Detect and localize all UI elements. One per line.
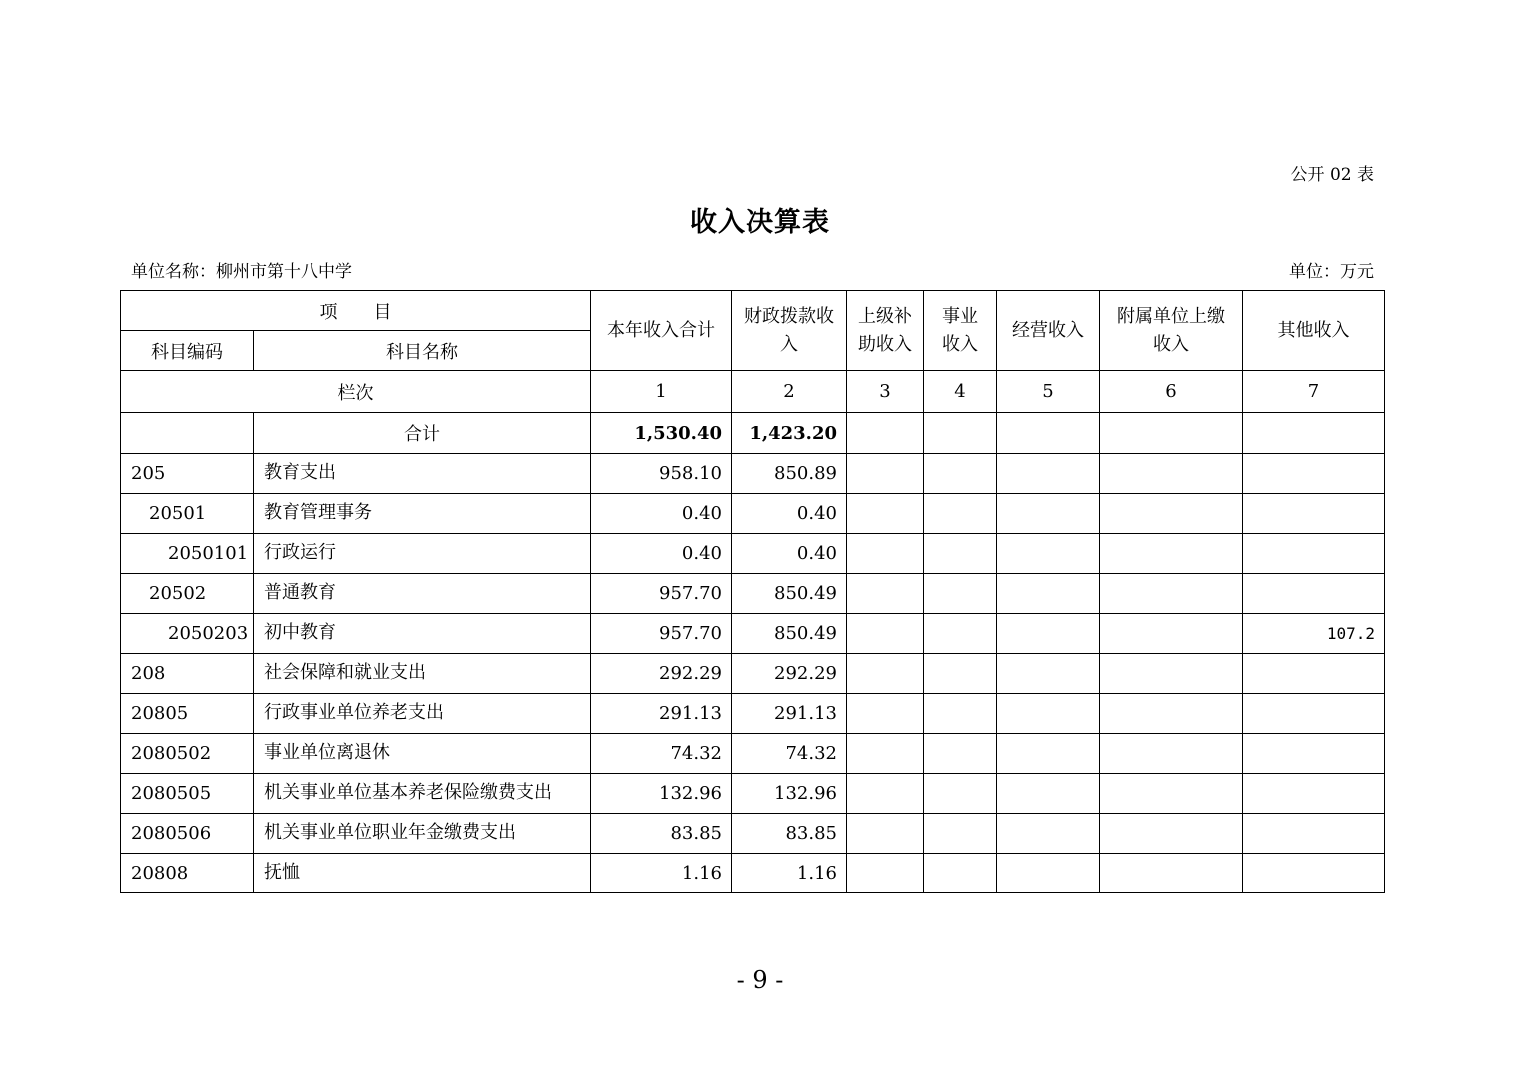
subject-code: 2080505 [121,774,254,814]
amount-fiscal: 850.89 [732,454,847,494]
subject-name: 社会保障和就业支出 [254,654,591,694]
table-row [121,694,1385,734]
empty-cell [1100,694,1243,734]
empty-cell [847,694,924,734]
empty-cell [847,774,924,814]
empty-cell [924,854,997,893]
empty-cell [847,454,924,494]
empty-cell [997,454,1100,494]
subject-name: 普通教育 [254,574,591,614]
amount-total: 291.13 [591,694,732,734]
empty-cell [1100,534,1243,574]
amount-fiscal: 291.13 [732,694,847,734]
subject-code: 2080506 [121,814,254,854]
table-row [121,814,1385,854]
column-index: 7 [1243,371,1385,413]
amount-other [1243,734,1385,774]
empty-cell [1100,654,1243,694]
subject-code: 205 [121,454,254,494]
amount-total: 1.16 [591,854,732,893]
empty-cell [924,574,997,614]
empty-cell [997,654,1100,694]
header-subject-name: 科目名称 [254,331,591,371]
total-label: 合计 [254,413,591,454]
subject-code: 208 [121,654,254,694]
header-col-affiliate: 附属单位上缴收入 [1100,291,1243,371]
amount-total: 83.85 [591,814,732,854]
empty-cell [1100,734,1243,774]
subject-name: 初中教育 [254,614,591,654]
total-code-cell [121,413,254,454]
empty-cell [847,654,924,694]
subject-code: 20805 [121,694,254,734]
page-number: - 9 - [736,966,784,994]
amount-fiscal: 132.96 [732,774,847,814]
column-index-label: 栏次 [121,371,591,413]
amount-total: 958.10 [591,454,732,494]
subject-name: 机关事业单位基本养老保险缴费支出 [254,774,591,814]
header-col-operating: 经营收入 [997,291,1100,371]
empty-cell [1100,574,1243,614]
subject-code: 2050203 [121,614,254,654]
empty-cell [997,574,1100,614]
unit-measure: 单位：万元 [1289,262,1374,282]
header-subject-code: 科目编码 [121,331,254,371]
header-col-total: 本年收入合计 [591,291,732,371]
page-title: 收入决算表 [690,207,830,238]
empty-cell [924,694,997,734]
amount-total: 132.96 [591,774,732,814]
header-col-superior: 上级补助收入 [847,291,924,371]
table-row [121,774,1385,814]
empty-cell [997,814,1100,854]
subject-code: 2050101 [121,534,254,574]
header-row-1 [121,291,1385,331]
amount-other [1243,854,1385,893]
amount-total: 957.70 [591,614,732,654]
column-index-row [121,371,1385,413]
income-table [120,290,1385,893]
header-col-fiscal: 财政拨款收入 [732,291,847,371]
empty-cell [847,494,924,534]
subject-code: 20501 [121,494,254,534]
amount-fiscal: 850.49 [732,614,847,654]
amount-fiscal: 0.40 [732,494,847,534]
empty-cell [997,494,1100,534]
table-row [121,574,1385,614]
amount-other [1243,494,1385,534]
empty-cell [1100,454,1243,494]
empty-cell [847,854,924,893]
empty-cell [1100,774,1243,814]
column-index: 1 [591,371,732,413]
subject-code: 2080502 [121,734,254,774]
empty-cell [924,614,997,654]
table-row [121,454,1385,494]
table-row [121,614,1385,654]
table-row [121,854,1385,893]
amount-fiscal: 292.29 [732,654,847,694]
empty-cell [1100,814,1243,854]
column-index: 3 [847,371,924,413]
empty-cell [997,614,1100,654]
total-amount: 1,530.40 [591,413,732,454]
amount-total: 957.70 [591,574,732,614]
subject-code: 20502 [121,574,254,614]
subject-name: 行政运行 [254,534,591,574]
subject-code: 20808 [121,854,254,893]
unit-name: 单位名称：柳州市第十八中学 [131,262,352,282]
amount-fiscal: 850.49 [732,574,847,614]
empty-cell [924,494,997,534]
subject-name: 抚恤 [254,854,591,893]
table-row [121,494,1385,534]
empty-cell [997,413,1100,454]
amount-other [1243,454,1385,494]
amount-total: 292.29 [591,654,732,694]
subject-name: 行政事业单位养老支出 [254,694,591,734]
empty-cell [1100,494,1243,534]
subject-name: 教育支出 [254,454,591,494]
amount-other: 107.2 [1243,614,1385,654]
column-index: 5 [997,371,1100,413]
header-item: 项 目 [121,291,591,331]
empty-cell [997,854,1100,893]
total-row [121,413,1385,454]
total-fiscal: 1,423.20 [732,413,847,454]
column-index: 2 [732,371,847,413]
empty-cell [847,734,924,774]
empty-cell [924,734,997,774]
amount-other [1243,814,1385,854]
table-row [121,534,1385,574]
form-code: 公开 02 表 [1290,165,1374,185]
empty-cell [924,454,997,494]
empty-cell [997,534,1100,574]
empty-cell [924,774,997,814]
subject-name: 教育管理事务 [254,494,591,534]
subject-name: 事业单位离退休 [254,734,591,774]
header-col-other: 其他收入 [1243,291,1385,371]
table-row [121,734,1385,774]
empty-cell [997,694,1100,734]
amount-fiscal: 83.85 [732,814,847,854]
subject-name: 机关事业单位职业年金缴费支出 [254,814,591,854]
amount-other [1243,694,1385,734]
amount-fiscal: 74.32 [732,734,847,774]
empty-cell [924,413,997,454]
empty-cell [847,413,924,454]
empty-cell [847,574,924,614]
amount-total: 0.40 [591,534,732,574]
empty-cell [924,654,997,694]
amount-total: 0.40 [591,494,732,534]
empty-cell [1100,854,1243,893]
empty-cell [847,814,924,854]
table-row [121,654,1385,694]
empty-cell [997,774,1100,814]
empty-cell [997,734,1100,774]
amount-other [1243,654,1385,694]
empty-cell [1100,614,1243,654]
amount-other [1243,774,1385,814]
empty-cell [1100,413,1243,454]
empty-cell [847,614,924,654]
empty-cell [847,534,924,574]
amount-fiscal: 0.40 [732,534,847,574]
empty-cell [924,534,997,574]
column-index: 4 [924,371,997,413]
amount-total: 74.32 [591,734,732,774]
column-index: 6 [1100,371,1243,413]
empty-cell [1243,413,1385,454]
amount-other [1243,534,1385,574]
header-col-business: 事业收入 [924,291,997,371]
amount-fiscal: 1.16 [732,854,847,893]
empty-cell [924,814,997,854]
amount-other [1243,574,1385,614]
